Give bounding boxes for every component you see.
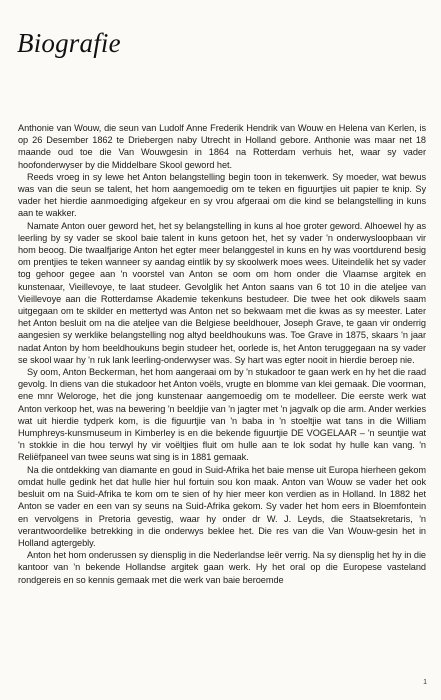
paragraph-military-service: Anton het hom onderussen sy diensplig in die Nederlandse leër verrig. Na sy diensplig het hy in die kantoor van 'n bekende Hollandse argitek gaan werk. Hy het oral op die Europese vasteland rondgereis en so kennis gemaak met die werk van baie beroemde bbox=[18, 550, 426, 585]
paragraph-early-interest: Reeds vroeg in sy lewe het Anton belangstelling begin toon in tekenwerk. Sy moeder, wat bewus was van die seun se talent, het hom aangemoedig om te teken en figuurtjies uit papier te knip. Sy vader het hierdie aanmoediging afgekeur en sy vrou afgeraai om die kind se belangstelling in kuns aan te wakker. bbox=[18, 171, 426, 219]
paragraph-stukadoor: Sy oom, Anton Beckerman, het hom aangeraai om by 'n stukadoor te gaan werk en hy het die raad gevolg. In diens van die stukadoor het Anton voëls, vrugte en blomme van klei gemaak. Die voorman, ene mnr Weloroge, het die jong kunstenaar aangemoedig om te modelleer. Die eerste werk wat Anton verkoop het, was na bewering 'n beeldjie van 'n jagter met 'n jagvalk op die arm. Ander werkies wat uit hierdie tydperk kom, is die figuurtjie van 'n baba in 'n stoeltjie wat tans in die William Humphreys-kunsmuseum in Kimberley is en die bekende figuurtjie DE VOGELAAR – 'n seuntjie wat 'n stokkie in die hou terwyl hy vir voëltjies fluit om hulle aan te lok sodat hy hulle kan vang. 'n Reliëfpaneel van twee seuns wat sing is in 1881 gemaak. bbox=[18, 367, 426, 463]
paragraph-birth: Anthonie van Wouw, die seun van Ludolf Anne Frederik Hendrik van Wouw en Helena van Kerlen, is op 26 Desember 1862 te Driebergen naby Utrecht in Holland gebore. Anthonie was maar net 18 maande oud toe die Van Wouwgesin in 1864 na Rotterdam verhuis het, waar sy vader hoofonderwyser by die Middelbare Skool geword het. bbox=[18, 123, 426, 170]
paragraph-south-africa: Na die ontdekking van diamante en goud in Suid-Afrika het baie mense uit Europa hierheen gekom omdat hulle gedink het dat hulle hier hul fortuin sou kon maak. Anton van Wouw se vader het ook besluit om na Suid-Afrika te kom om te sien of hy hier meer kon verdien as in Holland. In 1882 het Anton se vader en een van sy seuns na Suid-Afrika gekom. Sy vader het hom eers in Bloemfontein en vervolgens in Pretoria gevestig, waar hy onder dr W. J. Leyds, die Staatsekretaris, 'n verantwoordelike betrekking in die onderwys beklee het. Die res van die Van Wouw-gesin het in Holland agtergebly. bbox=[18, 464, 426, 548]
page-number: 1 bbox=[423, 679, 427, 686]
page-title: Biografie bbox=[17, 28, 121, 58]
body-text bbox=[18, 122, 426, 586]
paragraph-art-training: Namate Anton ouer geword het, het sy belangstelling in kuns al hoe groter geword. Alhoewel hy as leerling by sy vader se skool baie talent in kuns getoon het, het sy vader 'n onderwysloopbaan vir hom beoog. Die twaalfjarige Anton het egter meer belanggestel in kuns en hy was voortdurend besig om prentjies te teken wanneer sy aandag eintlik by sy skoolwerk moes wees. Uiteindelik het sy vader tog gehoor gegee aan 'n voorstel van Anton se oom om hom onder die Vlaamse argitek en kunstenaar, Vieillevoye, te laat studeer. Gevolglik het Anton saans van 6 tot 10 in die ateljee van Vieillevoye aan die Rotterdamse Akademie tekenkuns bestudeer. Die twee het ook dikwels saam uitgegaan om te skilder en mettertyd was Anton net so bekwaam met die kwas as sy meester. Later het Anton besluit om na die ateljee van die Belgiese beeldhouer, Joseph Grave, te gaan vir onderrig aangesien sy werklike belangstelling nog altyd beeldhoukuns was. Toe Grave in 1875, skaars 'n jaar nadat Anton by hom beeldhoukuns begin studeer het, oorlede is, het Anton teruggegaan na sy vader se skool waar hy 'n ruk lank leerling-onderwyser was. Sy hart was egter nooit in hierdie beroep nie. bbox=[18, 220, 426, 365]
